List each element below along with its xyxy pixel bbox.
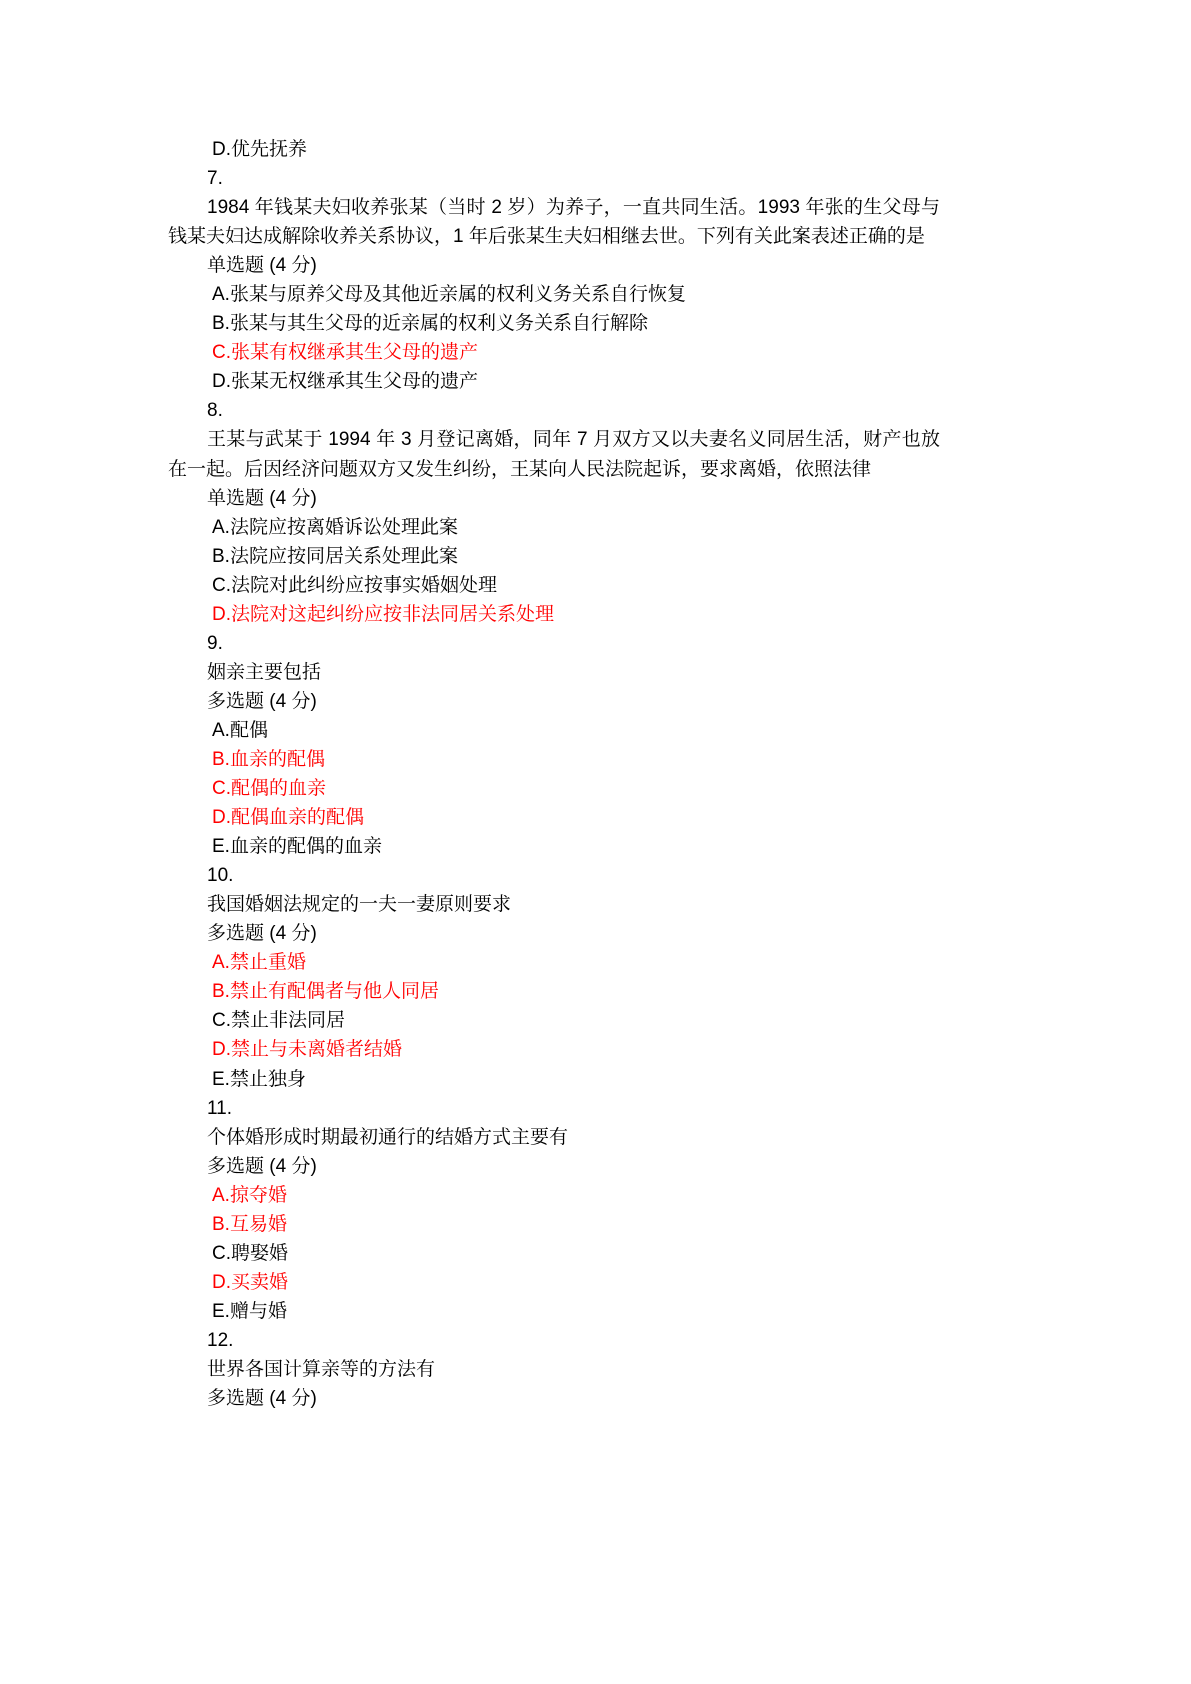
answer-option: A.掠夺婚 <box>212 1184 287 1206</box>
question-9 <box>0 629 1191 861</box>
answer-option: D.张某无权继承其生父母的遗产 <box>212 371 479 393</box>
question-number: 12. <box>207 1329 234 1351</box>
question-10 <box>0 861 1191 1093</box>
question-type: 单选题 (4 分) <box>207 255 317 277</box>
answer-option: D.禁止与未离婚者结婚 <box>212 1039 403 1061</box>
answer-option: D.优先抚养 <box>212 139 308 160</box>
answer-option: D.买卖婚 <box>212 1271 289 1293</box>
answer-option: B.禁止有配偶者与他人同居 <box>212 981 439 1003</box>
answer-option: A.法院应按离婚诉讼处理此案 <box>212 516 458 538</box>
answer-option: C.配偶的血亲 <box>212 778 327 800</box>
answer-option: C.张某有权继承其生父母的遗产 <box>212 342 479 364</box>
answer-option: E.禁止独身 <box>212 1068 306 1090</box>
question-number: 11. <box>207 1097 233 1119</box>
answer-option: B.法院应按同居关系处理此案 <box>212 545 458 567</box>
answer-option: B.互易婚 <box>212 1213 287 1235</box>
answer-option: B.张某与其生父母的近亲属的权利义务关系自行解除 <box>212 313 648 335</box>
question-text-line: 在一起。后因经济问题双方又发生纠纷，王某向人民法院起诉，要求离婚，依照法律 <box>168 458 872 480</box>
answer-option: E.血亲的配偶的血亲 <box>212 836 382 858</box>
answer-option: D.法院对这起纠纷应按非法同居关系处理 <box>212 603 555 625</box>
answer-option: C.聘娶婚 <box>212 1242 289 1264</box>
question-11 <box>0 1094 1191 1326</box>
answer-option: C.法院对此纠纷应按事实婚姻处理 <box>212 574 498 596</box>
document-page <box>0 135 1191 1413</box>
question-number: 10. <box>207 865 234 887</box>
question-7 <box>0 164 1191 396</box>
question-number: 8. <box>207 400 223 422</box>
question-text-line: 我国婚姻法规定的一夫一妻原则要求 <box>207 894 512 916</box>
question-12 <box>0 1326 1191 1413</box>
answer-option: A.禁止重婚 <box>212 952 306 974</box>
answer-option: E.赠与婚 <box>212 1300 287 1322</box>
answer-option: D.配偶血亲的配偶 <box>212 807 365 829</box>
question-text-line: 钱某夫妇达成解除收养关系协议，1 年后张某生夫妇相继去世。下列有关此案表述正确的是 <box>168 226 925 248</box>
question-text-line: 世界各国计算亲等的方法有 <box>207 1358 436 1380</box>
question-number: 9. <box>207 632 223 654</box>
question-text-line: 个体婚形成时期最初通行的结婚方式主要有 <box>207 1126 569 1148</box>
question-8 <box>0 396 1191 628</box>
answer-option: B.血亲的配偶 <box>212 748 325 770</box>
question-type: 多选题 (4 分) <box>207 923 317 945</box>
question-number: 7. <box>207 168 223 190</box>
question-type: 多选题 (4 分) <box>207 1388 317 1410</box>
question-text-line: 王某与武某于 1994 年 3 月登记离婚，同年 7 月双方又以夫妻名义同居生活，财产也放 <box>207 429 940 451</box>
question-text-line: 姻亲主要包括 <box>207 661 322 683</box>
question-text-line: 1984 年钱某夫妇收养张某（当时 2 岁）为养子，一直共同生活。1993 年张的生父母与 <box>207 197 940 219</box>
answer-option: A.张某与原养父母及其他近亲属的权利义务关系自行恢复 <box>212 284 686 306</box>
question-type: 多选题 (4 分) <box>207 1155 317 1177</box>
question-type: 多选题 (4 分) <box>207 690 317 712</box>
answer-option: A.配偶 <box>212 719 268 741</box>
question-type: 单选题 (4 分) <box>207 487 317 509</box>
answer-option: C.禁止非法同居 <box>212 1010 346 1032</box>
